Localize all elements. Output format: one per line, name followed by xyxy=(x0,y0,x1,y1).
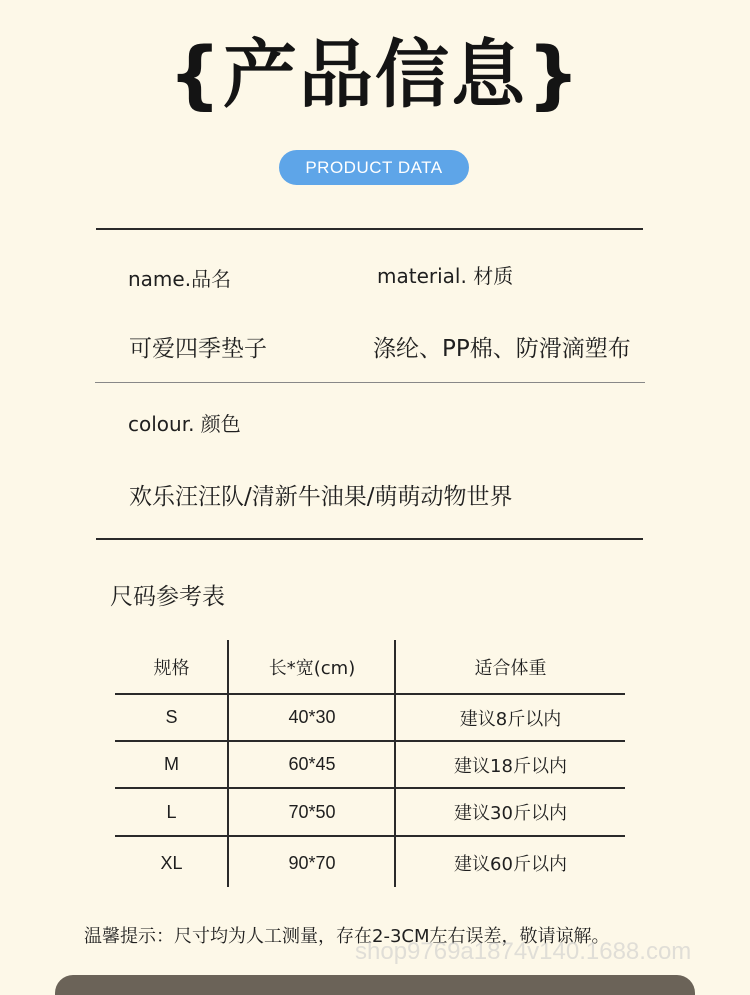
table-header-cell: 适合体重 xyxy=(474,657,547,679)
colour-label: colour. 颜色 xyxy=(128,412,241,436)
table-cell-size: M xyxy=(164,754,179,774)
size-table-title: 尺码参考表 xyxy=(110,584,225,610)
table-cell-dimensions: 60*45 xyxy=(288,754,336,774)
table-row xyxy=(115,837,625,889)
table-cell-size: S xyxy=(165,707,178,727)
table-cell-size: XL xyxy=(160,852,183,873)
table-cell-size: L xyxy=(166,801,177,822)
table-cell-dimensions: 70*50 xyxy=(288,801,336,822)
material-label: material. 材质 xyxy=(377,264,514,288)
size-table xyxy=(115,640,625,889)
table-column-divider xyxy=(394,640,396,887)
name-label: name.品名 xyxy=(128,267,232,291)
table-cell-weight: 建议18斤以内 xyxy=(454,755,567,777)
table-cell-dimensions: 90*70 xyxy=(288,852,336,873)
table-row xyxy=(115,695,625,742)
table-row xyxy=(115,742,625,789)
table-row xyxy=(115,789,625,837)
table-header-cell: 规格 xyxy=(153,657,190,679)
table-header-cell: 长*宽(cm) xyxy=(268,657,356,679)
name-value: 可爱四季垫子 xyxy=(129,336,267,362)
table-cell-weight: 建议30斤以内 xyxy=(454,803,567,824)
product-photo-edge xyxy=(55,975,695,995)
table-header-row xyxy=(115,640,625,695)
table-cell-dimensions: 40*30 xyxy=(288,707,336,727)
material-value: 涤纶、PP棉、防滑滴塑布 xyxy=(373,336,631,362)
colour-value: 欢乐汪汪队/清新牛油果/萌萌动物世界 xyxy=(129,484,513,510)
divider-middle xyxy=(95,382,645,383)
shop-watermark: shop9769a1874v140.1688.com xyxy=(355,938,692,965)
divider-top xyxy=(96,228,643,230)
table-column-divider xyxy=(227,640,229,887)
table-cell-weight: 建议8斤以内 xyxy=(459,708,562,730)
measurement-note: 温馨提示：尺寸均为人工测量，存在2-3CM左右误差，敬请谅解。 xyxy=(84,926,610,947)
divider-bottom xyxy=(96,538,643,540)
table-cell-weight: 建议60斤以内 xyxy=(454,854,567,875)
page-title: {产品信息} xyxy=(168,32,582,118)
product-data-badge: PRODUCT DATA xyxy=(279,150,469,185)
